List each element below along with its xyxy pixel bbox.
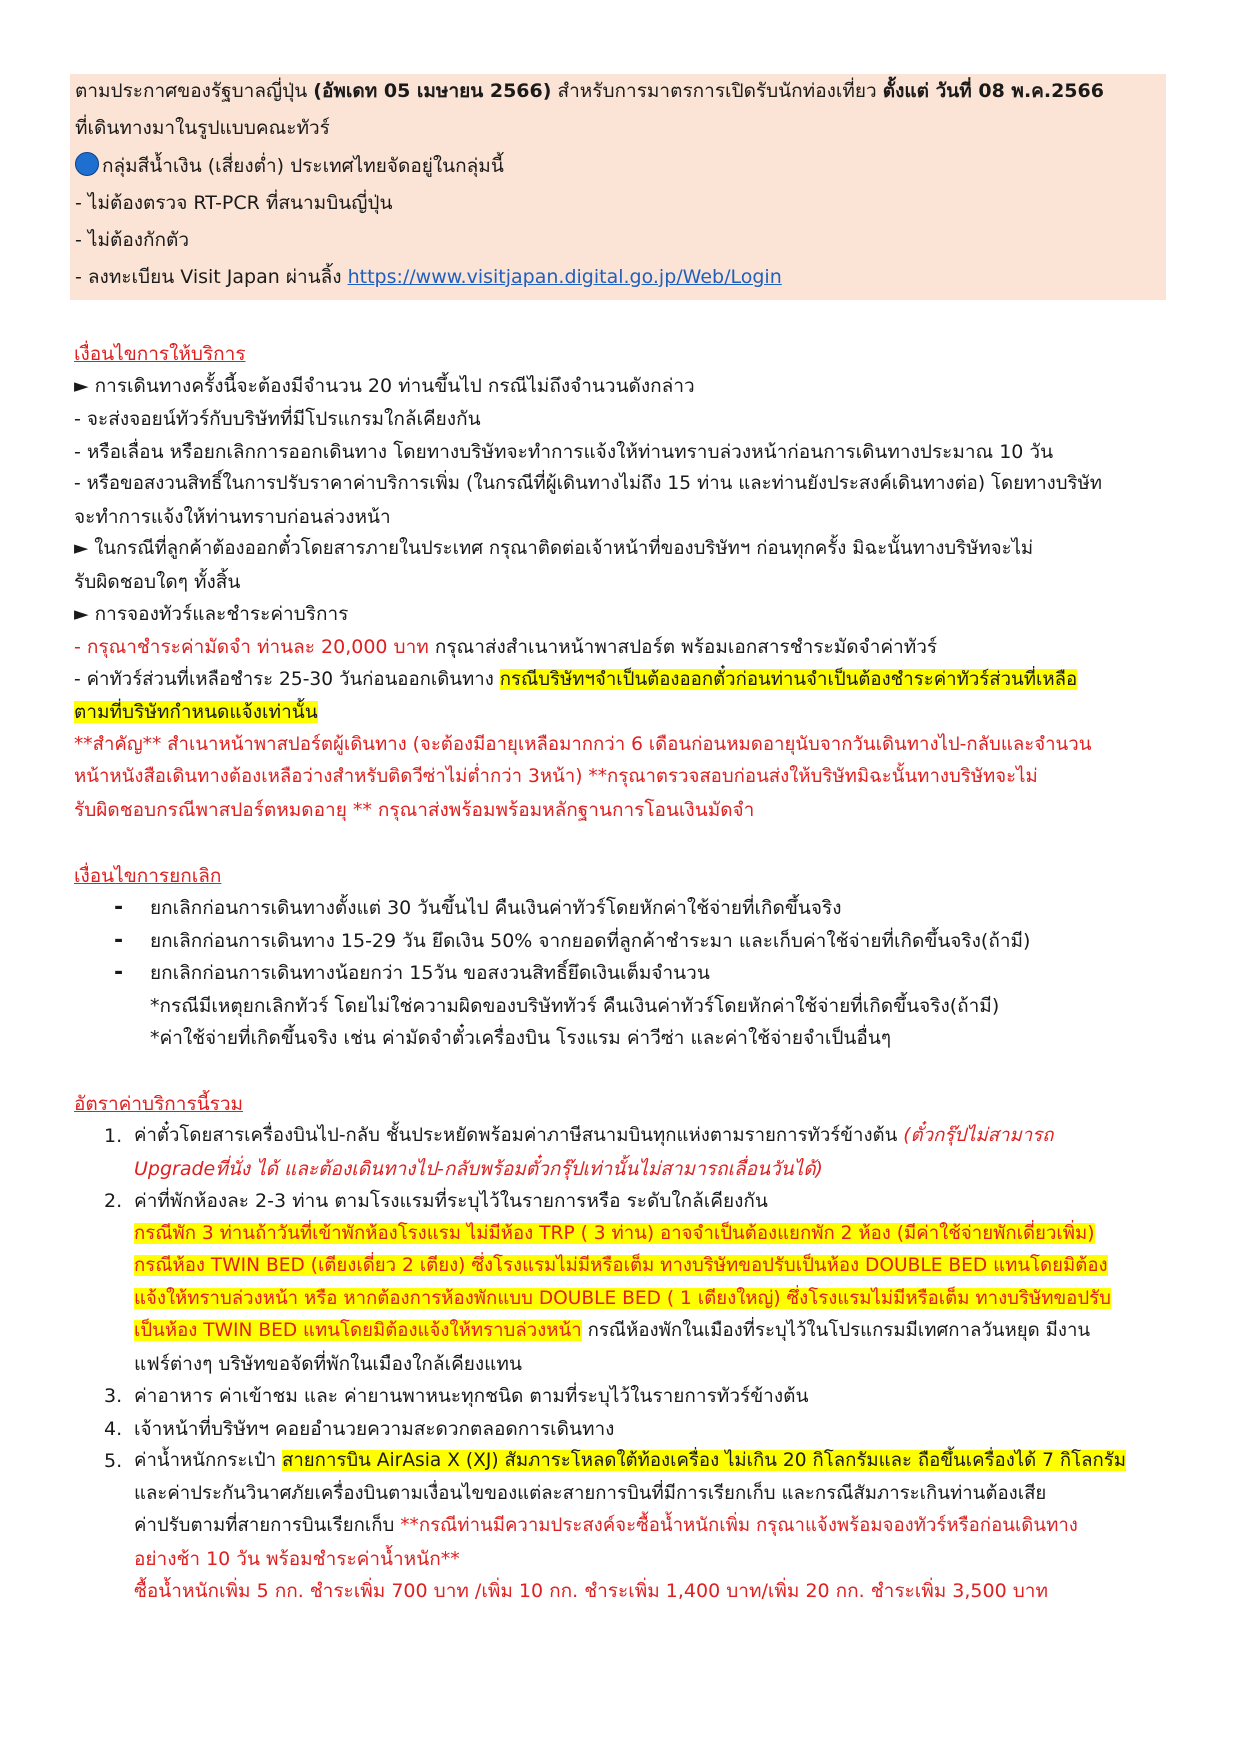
blue-circle-icon bbox=[75, 152, 99, 176]
condition-line: - หรือเลื่อน หรือยกเลิกการออกเดินทาง โดยทางบริษัทจะทำการแจ้งให้ท่านทราบล่วงหน้าก่อนการเดินทางประมาณ 10 วัน bbox=[74, 441, 1054, 463]
highlighted-note: กรณีบริษัทฯจำเป็นต้องออกตั๋วก่อนท่านจำเป็นต้องชำระค่าทัวร์ส่วนที่เหลือ bbox=[499, 669, 1078, 690]
list-bullet: - bbox=[114, 895, 124, 920]
highlighted-note: สายการบิน AirAsia X (XJ) สัมภาระโหลดใต้ท้องเครื่อง ไม่เกิน 20 กิโลกรัมและ ถือขึ้นเครื่องได้ 7 กิโลกรัม bbox=[282, 1450, 1126, 1471]
blue-group-text: กลุ่มสีน้ำเงิน (เสี่ยงต่ำ) ประเทศไทยจัดอยู่ในกลุ่มนี้ bbox=[102, 155, 504, 177]
list-number: 1. bbox=[104, 1125, 123, 1147]
condition-line: ► การจองทัวร์และชำระค่าบริการ bbox=[74, 603, 349, 625]
register-text: - ลงทะเบียน Visit Japan ผ่านลิ้ง bbox=[75, 266, 348, 288]
condition-line: - จะส่งจอยน์ทัวร์กับบริษัทที่มีโปรแกรมใกล้เคียงกัน bbox=[74, 408, 481, 430]
cancellation-heading: เงื่อนไขการยกเลิก bbox=[74, 865, 222, 887]
baggage-price-note: ซื้อน้ำหนักเพิ่ม 5 กก. ชำระเพิ่ม 700 บาท /เพิ่ม 10 กก. ชำระเพิ่ม 1,400 บาท/เพิ่ม 20 กก. ชำระเพิ่ม 3,500 บาท bbox=[134, 1580, 1048, 1602]
condition-line: ► การเดินทางครั้งนี้จะต้องมีจำนวน 20 ท่านขึ้นไป กรณีไม่ถึงจำนวนดังกล่าว bbox=[74, 375, 695, 397]
list-number: 3. bbox=[104, 1385, 123, 1407]
condition-line: รับผิดชอบใดๆ ทั้งสิ้น bbox=[74, 571, 241, 593]
deposit-line bbox=[74, 631, 937, 663]
notice-line-4: - ไม่ต้องตรวจ RT-PCR ที่สนามบินญี่ปุ่น bbox=[75, 192, 393, 214]
update-date: (อัพเดท 05 เมษายน 2566) bbox=[313, 80, 552, 102]
cancel-item: ยกเลิกก่อนการเดินทางตั้งแต่ 30 วันขึ้นไป คืนเงินค่าทัวร์โดยหักค่าใช้จ่ายที่เกิดขึ้นจริง bbox=[150, 897, 842, 919]
balance-line-2 bbox=[74, 696, 318, 728]
included-heading: อัตราค่าบริการนี้รวม bbox=[74, 1093, 244, 1115]
cancel-item: ยกเลิกก่อนการเดินทางน้อยกว่า 15วัน ขอสงวนสิทธิ์ยึดเงินเต็มจำนวน bbox=[150, 962, 710, 984]
deposit-amount: - กรุณาชำระค่ามัดจำ ท่านละ 20,000 บาท bbox=[74, 636, 429, 658]
highlighted-note: ตามที่บริษัทกำหนดแจ้งเท่านั้น bbox=[74, 701, 318, 723]
highlighted-note: เป็นห้อง TWIN BED แทนโดยมิต้องแจ้งให้ทราบล่วงหน้า bbox=[134, 1320, 582, 1341]
included-item-3: ค่าอาหาร ค่าเข้าชม และ ค่ายานพาหนะทุกชนิด ตามที่ระบุไว้ในรายการทัวร์ข้างต้น bbox=[134, 1385, 809, 1407]
item-note: **กรณีท่านมีความประสงค์จะซื้อน้ำหนักเพิ่ม กรุณาแจ้งพร้อมจองทัวร์หรือก่อนเดินทาง bbox=[400, 1515, 1078, 1536]
notice-line-1 bbox=[75, 76, 1104, 106]
item-note: Upgradeที่นั่ง ได้ และต้องเดินทางไป-กลับพร้อมตั๋วกรุ๊ปเท่านั้นไม่สามารถเลื่อนวันได้) bbox=[134, 1158, 823, 1180]
list-bullet: - bbox=[114, 960, 124, 985]
cancel-item: ยกเลิกก่อนการเดินทาง 15-29 วัน ยึดเงิน 50% จากยอดที่ลูกค้าชำระมา และเก็บค่าใช้จ่ายที่เกิดขึ้นจริง(ถ้ามี) bbox=[150, 930, 1031, 952]
notice-line-3 bbox=[75, 151, 504, 181]
included-item-5 bbox=[134, 1445, 1126, 1477]
condition-line: ► ในกรณีที่ลูกค้าต้องออกตั๋วโดยสารภายในประเทศ กรุณาติดต่อเจ้าหน้าที่ของบริษัทฯ ก่อนทุกครั้ง มิฉะนั้นทางบริษัทจะไม่ bbox=[74, 538, 1034, 559]
room-note bbox=[134, 1218, 1095, 1250]
room-note bbox=[134, 1250, 1108, 1282]
item-text: ค่าปรับตามที่สายการบินเรียกเก็บ bbox=[134, 1515, 401, 1536]
balance-line bbox=[74, 664, 1077, 696]
item-text: และค่าประกันวินาศภัยเครื่องบินตามเงื่อนไขของแต่ละสายการบินที่มีการเรียกเก็บ และกรณีสัมภาระเกินท่านต้องเสีย bbox=[134, 1483, 1047, 1504]
balance-text: - ค่าทัวร์ส่วนที่เหลือชำระ 25-30 วันก่อนออกเดินทาง bbox=[74, 669, 500, 690]
cancel-note: *กรณีมีเหตุยกเลิกทัวร์ โดยไม่ใช่ความผิดของบริษัททัวร์ คืนเงินค่าทัวร์โดยหักค่าใช้จ่ายที่เกิดขึ้นจริง(ถ้ามี) bbox=[150, 995, 1000, 1017]
passport-note: หน้าหนังสือเดินทางต้องเหลือว่างสำหรับติดวีซ่าไม่ต่ำกว่า 3หน้า) **กรุณาตรวจสอบก่อนส่งให้บริษัทมิฉะนั้นทางบริษัทจะไม่ bbox=[74, 766, 1038, 787]
highlighted-note: กรณีพัก 3 ท่านถ้าวันที่เข้าพักห้องโรงแรม ไม่มีห้อง TRP ( 3 ท่าน) อาจจำเป็นต้องแยกพัก 2 ห้อง (มีค่าใช้จ่ายพักเดี่ยวเพิ่ม) bbox=[134, 1223, 1095, 1244]
item-text: ค่าน้ำหนักกระเป๋า bbox=[134, 1450, 282, 1471]
item-text: กรณีห้องพักในเมืองที่ระบุไว้ในโปรแกรมมีเทศกาลวันหยุด มีงาน bbox=[581, 1320, 1091, 1341]
service-conditions-heading: เงื่อนไขการให้บริการ bbox=[74, 343, 246, 365]
notice-text: สำหรับการมาตรการเปิดรับนักท่องเที่ยว bbox=[551, 80, 883, 102]
condition-line: จะทำการแจ้งให้ท่านทราบก่อนล่วงหน้า bbox=[74, 506, 391, 528]
highlighted-note: กรณีห้อง TWIN BED (เตียงเดี่ยว 2 เตียง) ซึ่งโรงแรมไม่มีหรือเต็ม ทางบริษัทขอปรับเป็นห้อง DOUBLE BED แทนโดยมิต้อง bbox=[134, 1255, 1108, 1276]
list-number: 4. bbox=[104, 1418, 123, 1440]
room-note bbox=[134, 1315, 1090, 1347]
item-text: แฟร์ต่างๆ บริษัทขอจัดที่พักในเมืองใกล้เคียงแทน bbox=[134, 1353, 522, 1375]
room-note bbox=[134, 1283, 1111, 1315]
notice-line-5: - ไม่ต้องกักตัว bbox=[75, 229, 190, 251]
notice-text: ตามประกาศของรัฐบาลญี่ปุ่น bbox=[75, 80, 314, 102]
item-text: ค่าตั๋วโดยสารเครื่องบินไป-กลับ ชั้นประหยัดพร้อมค่าภาษีสนามบินทุกแห่งตามรายการทัวร์ข้างต้น bbox=[134, 1125, 904, 1146]
included-item-1 bbox=[134, 1120, 1053, 1152]
list-number: 2. bbox=[104, 1190, 123, 1212]
item-note: (ตั๋วกรุ๊ปไม่สามารถ bbox=[903, 1125, 1054, 1146]
notice-line-6 bbox=[75, 262, 782, 292]
passport-note: **สำคัญ** สำเนาหน้าพาสปอร์ตผู้เดินทาง (จะต้องมีอายุเหลือมากกว่า 6 เดือนก่อนหมดอายุนับจากวันเดินทางไป-กลับและจำนวน bbox=[74, 734, 1092, 755]
notice-line-2: ที่เดินทางมาในรูปแบบคณะทัวร์ bbox=[75, 117, 330, 139]
japan-entry-notice bbox=[70, 74, 1166, 300]
list-bullet: - bbox=[114, 928, 124, 953]
passport-note: รับผิดชอบกรณีพาสปอร์ตหมดอายุ ** กรุณาส่งพร้อมพร้อมหลักฐานการโอนเงินมัดจำ bbox=[74, 799, 755, 821]
highlighted-note: แจ้งให้ทราบล่วงหน้า หรือ หากต้องการห้องพักแบบ DOUBLE BED ( 1 เตียงใหญ่) ซึ่งโรงแรมไม่มีหรือเต็ม ทางบริษัทขอปรับ bbox=[134, 1288, 1111, 1309]
condition-line: - หรือขอสงวนสิทธิ์ในการปรับราคาค่าบริการเพิ่ม (ในกรณีที่ผู้เดินทางไม่ถึง 15 ท่าน และท่านยังประสงค์เดินทางต่อ) โดยทางบริษัท bbox=[74, 473, 1103, 494]
visit-japan-link[interactable]: https://www.visitjapan.digital.go.jp/Web/Login bbox=[347, 266, 782, 288]
deposit-note: กรุณาส่งสำเนาหน้าพาสปอร์ต พร้อมเอกสารชำระมัดจำค่าทัวร์ bbox=[428, 636, 938, 658]
baggage-note bbox=[134, 1510, 1078, 1542]
cancel-note: *ค่าใช้จ่ายที่เกิดขึ้นจริง เช่น ค่ามัดจำตั๋วเครื่องบิน โรงแรม ค่าวีซ่า และค่าใช้จ่ายจำเป็นอื่นๆ bbox=[150, 1027, 892, 1049]
included-item-2: ค่าที่พักห้องละ 2-3 ท่าน ตามโรงแรมที่ระบุไว้ในรายการหรือ ระดับใกล้เคียงกัน bbox=[134, 1190, 768, 1212]
item-note: อย่างช้า 10 วัน พร้อมชำระค่าน้ำหนัก** bbox=[134, 1548, 460, 1570]
effective-date: ตั้งแต่ วันที่ 08 พ.ค.2566 bbox=[882, 80, 1104, 102]
included-item-4: เจ้าหน้าที่บริษัทฯ คอยอำนวยความสะดวกตลอดการเดินทาง bbox=[134, 1418, 615, 1440]
list-number: 5. bbox=[104, 1450, 123, 1472]
